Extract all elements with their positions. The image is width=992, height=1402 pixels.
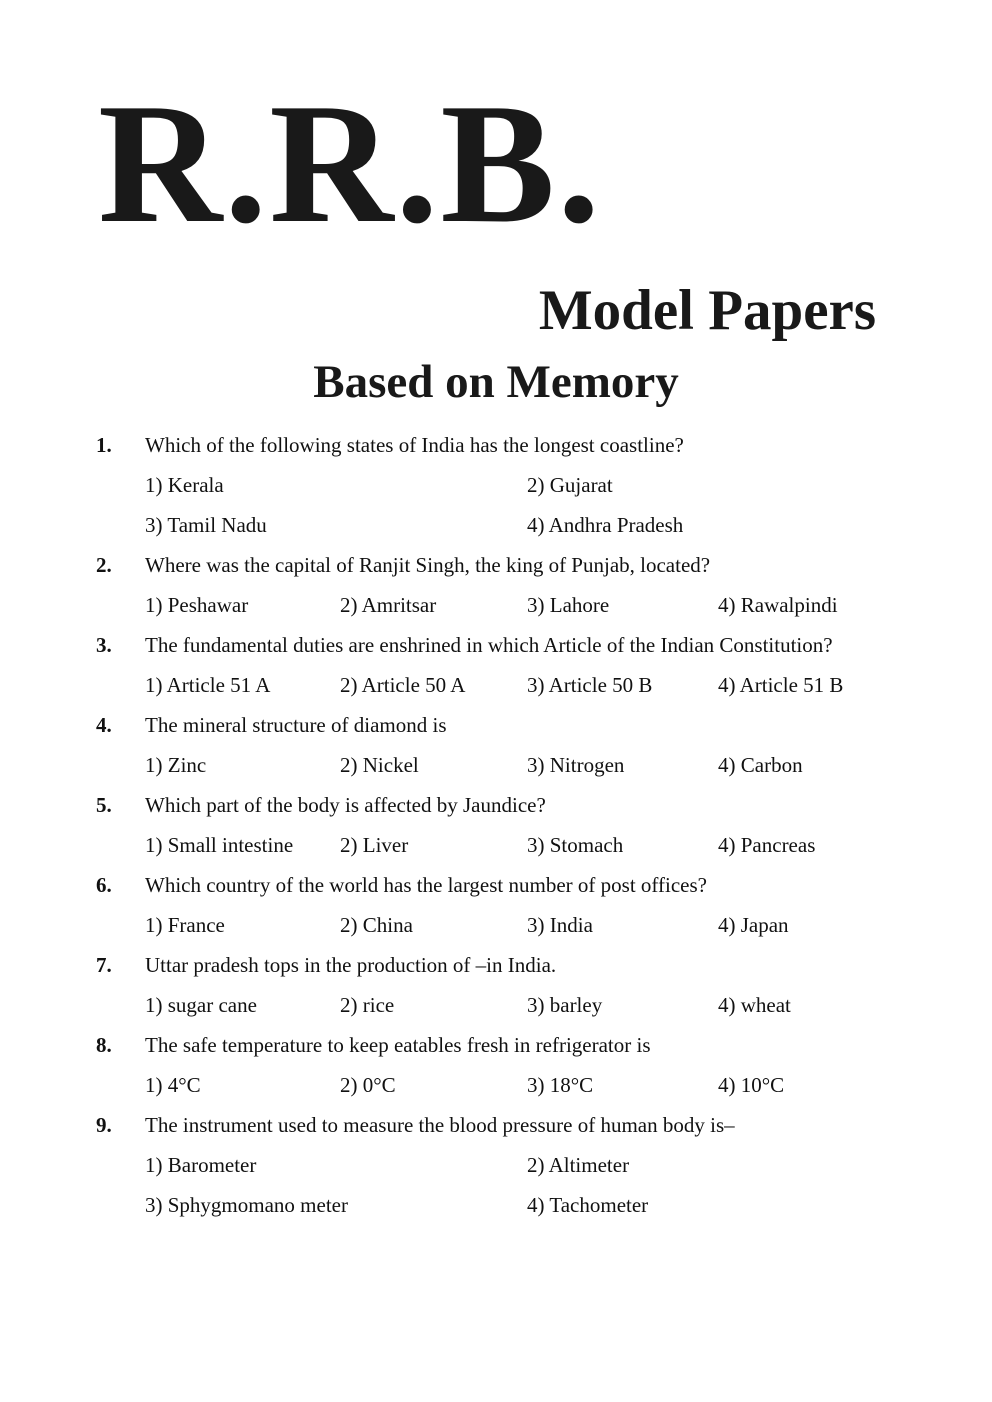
question-number: 1. bbox=[96, 433, 112, 457]
question-text: Which part of the body is affected by Jaundice? bbox=[145, 793, 546, 817]
question-text: The safe temperature to keep eatables fresh in refrigerator is bbox=[145, 1033, 651, 1057]
question-text: Where was the capital of Ranjit Singh, the king of Punjab, located? bbox=[145, 553, 711, 577]
question-row bbox=[96, 865, 896, 905]
question-option: 4) Pancreas bbox=[718, 833, 816, 857]
question-item bbox=[96, 1025, 896, 1105]
question-number: 7. bbox=[96, 953, 112, 977]
question-option: 4) 10°C bbox=[718, 1073, 785, 1097]
question-option: 1) Small intestine bbox=[145, 833, 294, 857]
question-option: 1) Kerala bbox=[145, 473, 224, 497]
question-options bbox=[96, 985, 896, 1025]
question-number: 2. bbox=[96, 553, 112, 577]
question-option: 4) Tachometer bbox=[527, 1193, 649, 1217]
question-item bbox=[96, 785, 896, 865]
question-option: 3) Article 50 B bbox=[527, 673, 653, 697]
question-option: 2) Altimeter bbox=[527, 1153, 630, 1177]
question-option: 2) China bbox=[340, 913, 413, 937]
question-option: 2) 0°C bbox=[340, 1073, 396, 1097]
question-option: 2) Article 50 A bbox=[340, 673, 466, 697]
question-number: 5. bbox=[96, 793, 112, 817]
question-number: 9. bbox=[96, 1113, 112, 1137]
question-option: 1) sugar cane bbox=[145, 993, 257, 1017]
question-option: 4) Japan bbox=[718, 913, 789, 937]
question-option: 4) Carbon bbox=[718, 753, 803, 777]
question-number: 4. bbox=[96, 713, 112, 737]
question-text: Uttar pradesh tops in the production of –in India. bbox=[145, 953, 557, 977]
question-row bbox=[96, 1105, 896, 1145]
question-row bbox=[96, 785, 896, 825]
question-option: 1) Barometer bbox=[145, 1153, 257, 1177]
question-number: 6. bbox=[96, 873, 112, 897]
question-number: 8. bbox=[96, 1033, 112, 1057]
question-option: 1) France bbox=[145, 913, 225, 937]
question-option: 2) Gujarat bbox=[527, 473, 613, 497]
question-option: 1) Peshawar bbox=[145, 593, 249, 617]
questions-list bbox=[0, 425, 992, 1225]
question-text: The fundamental duties are enshrined in which Article of the Indian Constitution? bbox=[145, 633, 833, 657]
question-row bbox=[96, 625, 896, 665]
question-option: 4) Article 51 B bbox=[718, 673, 844, 697]
question-text: The mineral structure of diamond is bbox=[145, 713, 447, 737]
question-option: 3) Nitrogen bbox=[527, 753, 625, 777]
question-text: Which of the following states of India has the longest coastline? bbox=[145, 433, 684, 457]
question-text: The instrument used to measure the blood pressure of human body is– bbox=[145, 1113, 735, 1137]
question-text: Which country of the world has the largest number of post offices? bbox=[145, 873, 707, 897]
question-option: 3) Lahore bbox=[527, 593, 610, 617]
question-option: 1) 4°C bbox=[145, 1073, 201, 1097]
question-options bbox=[96, 905, 896, 945]
question-options bbox=[96, 825, 896, 865]
question-option: 2) rice bbox=[340, 993, 395, 1017]
question-option: 3) Tamil Nadu bbox=[145, 513, 267, 537]
question-option: 3) 18°C bbox=[527, 1073, 594, 1097]
question-row bbox=[96, 945, 896, 985]
question-option: 3) Stomach bbox=[527, 833, 624, 857]
question-options bbox=[96, 1145, 896, 1225]
question-option: 1) Article 51 A bbox=[145, 673, 271, 697]
question-options bbox=[96, 465, 896, 545]
question-item bbox=[96, 1105, 896, 1225]
question-option: 2) Nickel bbox=[340, 753, 419, 777]
question-row bbox=[96, 705, 896, 745]
question-number: 3. bbox=[96, 633, 112, 657]
question-item bbox=[96, 945, 896, 1025]
question-option: 4) Andhra Pradesh bbox=[527, 513, 684, 537]
question-item bbox=[96, 625, 896, 705]
question-row bbox=[96, 425, 896, 465]
question-option: 2) Liver bbox=[340, 833, 409, 857]
page-title: R.R.B. bbox=[98, 69, 603, 259]
question-item bbox=[96, 705, 896, 785]
question-option: 1) Zinc bbox=[145, 753, 207, 777]
question-item bbox=[96, 865, 896, 945]
document-header bbox=[0, 0, 992, 409]
question-option: 4) Rawalpindi bbox=[718, 593, 838, 617]
question-row bbox=[96, 545, 896, 585]
page-subtitle: Model Papers bbox=[538, 279, 876, 342]
question-option: 3) barley bbox=[527, 993, 603, 1017]
section-heading: Based on Memory bbox=[313, 356, 679, 408]
question-options bbox=[96, 585, 896, 625]
question-option: 4) wheat bbox=[718, 993, 791, 1017]
question-options bbox=[96, 665, 896, 705]
question-option: 2) Amritsar bbox=[340, 593, 437, 617]
question-item bbox=[96, 425, 896, 545]
question-option: 3) India bbox=[527, 913, 593, 937]
question-options bbox=[96, 745, 896, 785]
question-item bbox=[96, 545, 896, 625]
question-options bbox=[96, 1065, 896, 1105]
question-option: 3) Sphygmomano meter bbox=[145, 1193, 348, 1217]
question-row bbox=[96, 1025, 896, 1065]
